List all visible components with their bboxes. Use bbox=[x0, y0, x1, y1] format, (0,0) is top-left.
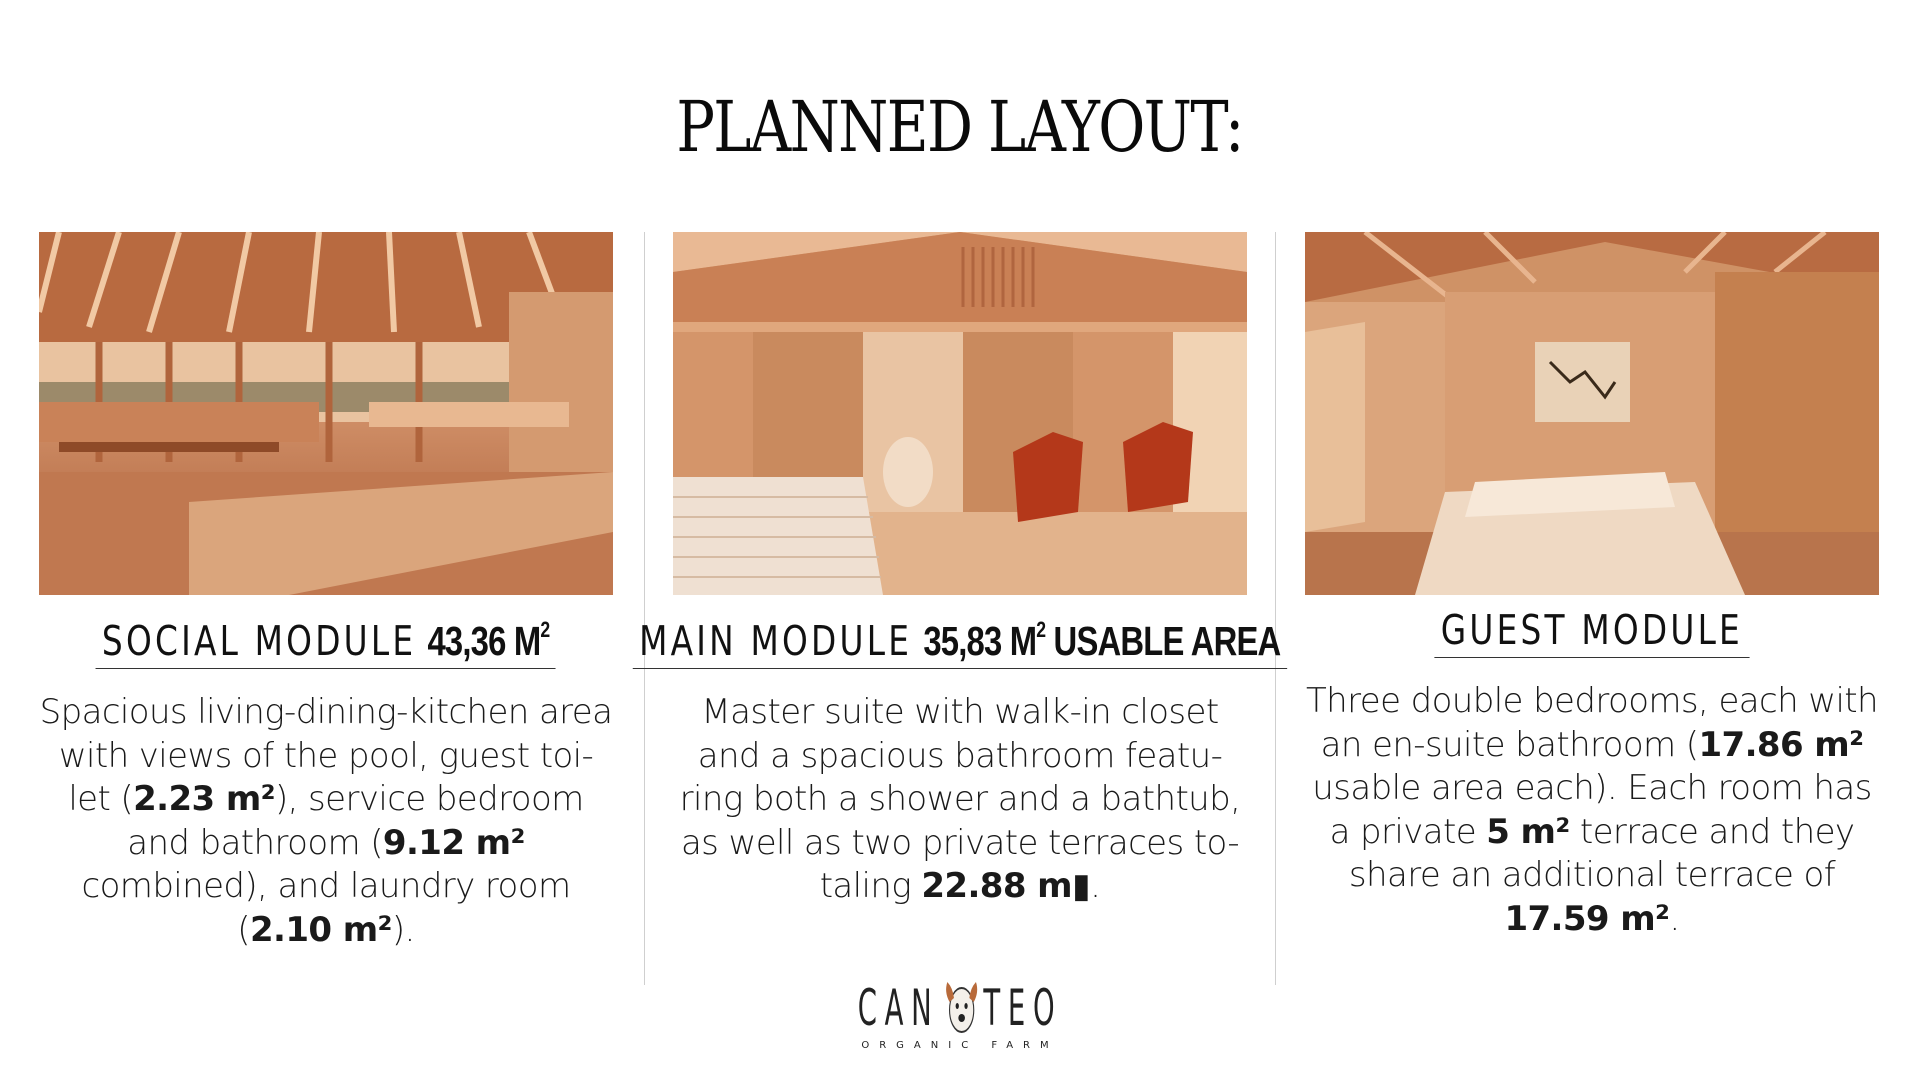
description-text: ). bbox=[391, 909, 415, 950]
social-module-area: 43,36 $M^2$ bbox=[427, 617, 550, 664]
description-text: terrace and they share an additional terrace of bbox=[1348, 811, 1855, 895]
description-text: combined), and laundry room ( bbox=[81, 866, 571, 950]
brand-logo bbox=[857, 978, 1063, 1051]
main-module-heading bbox=[639, 605, 1281, 669]
description-text: . bbox=[1669, 898, 1680, 939]
logo-subtitle: ORGANIC FARM bbox=[861, 1040, 1059, 1051]
main-module-description bbox=[673, 691, 1247, 909]
description-value: 17.59 m² bbox=[1504, 898, 1670, 939]
description-text: Three double bedrooms, each with an en-suite bathroom ( bbox=[1306, 681, 1878, 765]
description-value: 5 m² bbox=[1486, 811, 1570, 852]
dog-icon bbox=[939, 978, 983, 1038]
main-module-image bbox=[673, 232, 1247, 595]
description-value: 9.12 m² bbox=[382, 822, 525, 863]
logo-text-right: TEO bbox=[983, 979, 1063, 1037]
description-text: Master suite with walk-in closet and a spacious bathroom featu-ring both a shower and a bathtub, as well as two private terraces to-taling bbox=[679, 692, 1241, 906]
description-text: ), service bedroom and bathroom ( bbox=[127, 779, 584, 863]
guest-module-column bbox=[1305, 232, 1879, 941]
main-module-column bbox=[639, 232, 1281, 909]
description-text: Spacious living-dining-kitchen area with views of the pool, guest toi-let ( bbox=[39, 692, 613, 819]
description-value: 2.10 m² bbox=[249, 909, 392, 950]
description-value: 17.86 m² bbox=[1698, 724, 1864, 765]
logo-text-left: CAN bbox=[857, 979, 940, 1037]
main-module-area: 35,83 $M^2$ USABLE AREA bbox=[923, 617, 1281, 664]
guest-module-image bbox=[1305, 232, 1879, 595]
social-module-heading bbox=[39, 605, 613, 669]
social-module-image bbox=[39, 232, 613, 595]
social-module-description bbox=[39, 691, 613, 952]
guest-module-description bbox=[1305, 680, 1879, 941]
description-value: 2.23 m² bbox=[133, 779, 275, 819]
main-module-name: MAIN MODULE bbox=[639, 617, 913, 665]
guest-module-name: GUEST MODULE bbox=[1440, 606, 1744, 654]
social-module-name: SOCIAL MODULE bbox=[102, 617, 417, 665]
guest-module-heading bbox=[1305, 605, 1879, 658]
description-text: ▮. bbox=[1071, 866, 1101, 906]
description-text: usable area each). Each room has a private bbox=[1312, 768, 1872, 852]
social-module-column bbox=[39, 232, 613, 952]
description-value: 22.88 m bbox=[921, 866, 1072, 906]
page-title: PLANNED LAYOUT: bbox=[676, 86, 1243, 168]
